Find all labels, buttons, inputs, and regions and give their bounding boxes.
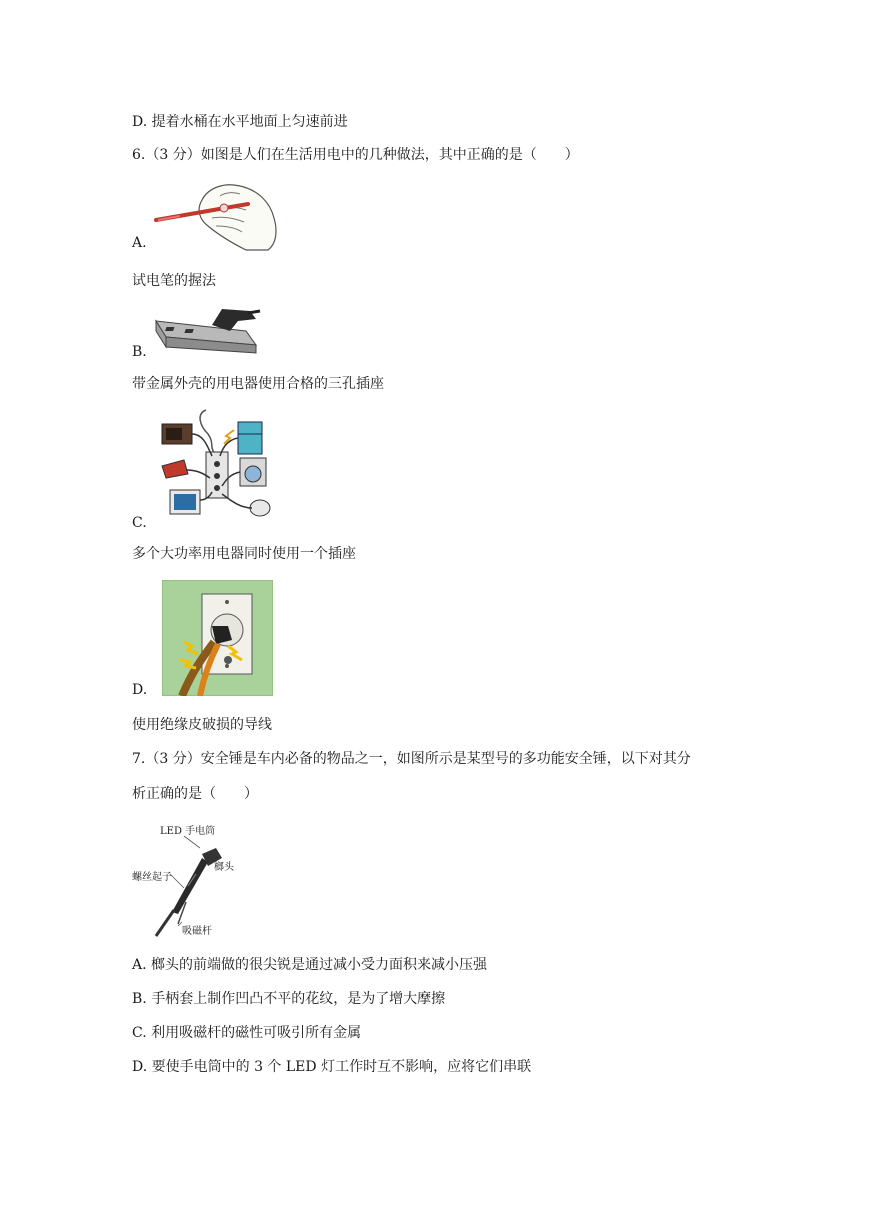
q6-option-c-figure bbox=[156, 404, 280, 526]
label-screwdriver: 螺丝起子 bbox=[132, 872, 172, 883]
q6-stem: 6.（3 分）如图是人们在生活用电中的几种做法，其中正确的是（ ） bbox=[132, 147, 579, 163]
q7-option-c: C. 利用吸磁杆的磁性可吸引所有金属 bbox=[132, 1025, 362, 1041]
power-strip-icon bbox=[152, 301, 262, 359]
label-hammer: 榔头 bbox=[214, 862, 234, 873]
q7-option-d: D. 要使手电筒中的 3 个 LED 灯工作时互不影响，应将它们串联 bbox=[132, 1059, 532, 1075]
q7-option-a: A. 榔头的前端做的很尖锐是通过减小受力面积来减小压强 bbox=[132, 957, 488, 973]
pen-hand-icon bbox=[150, 180, 282, 252]
q6-option-b-caption: 带金属外壳的用电器使用合格的三孔插座 bbox=[132, 376, 384, 392]
overloaded-socket-icon bbox=[156, 404, 280, 526]
q6-option-b-figure bbox=[152, 301, 262, 359]
q6-option-d-letter: D. bbox=[132, 682, 148, 698]
label-magnet-rod: 吸磁杆 bbox=[182, 926, 212, 937]
q6-option-a-letter: A. bbox=[132, 235, 147, 251]
q6-option-d-caption: 使用绝缘皮破损的导线 bbox=[132, 717, 272, 733]
q5-option-d: D. 提着水桶在水平地面上匀速前进 bbox=[132, 114, 348, 130]
q7-stem-line1: 7.（3 分）安全锤是车内必备的物品之一，如图所示是某型号的多功能安全锤，以下对其分 bbox=[132, 751, 691, 767]
q6-option-b-letter: B. bbox=[132, 344, 147, 360]
q6-option-c-letter: C. bbox=[132, 515, 147, 531]
damaged-wire-icon bbox=[162, 580, 273, 696]
label-led-flashlight: LED 手电筒 bbox=[160, 826, 216, 837]
q6-option-a-figure bbox=[150, 180, 282, 252]
q6-option-c-caption: 多个大功率用电器同时使用一个插座 bbox=[132, 546, 356, 562]
q7-safety-hammer-figure bbox=[130, 818, 240, 940]
q7-stem-line2: 析正确的是（ ） bbox=[132, 786, 258, 802]
q7-option-b: B. 手柄套上制作凹凸不平的花纹，是为了增大摩擦 bbox=[132, 991, 446, 1007]
q6-option-d-figure bbox=[162, 580, 273, 696]
q6-option-a-caption: 试电笔的握法 bbox=[132, 273, 216, 289]
